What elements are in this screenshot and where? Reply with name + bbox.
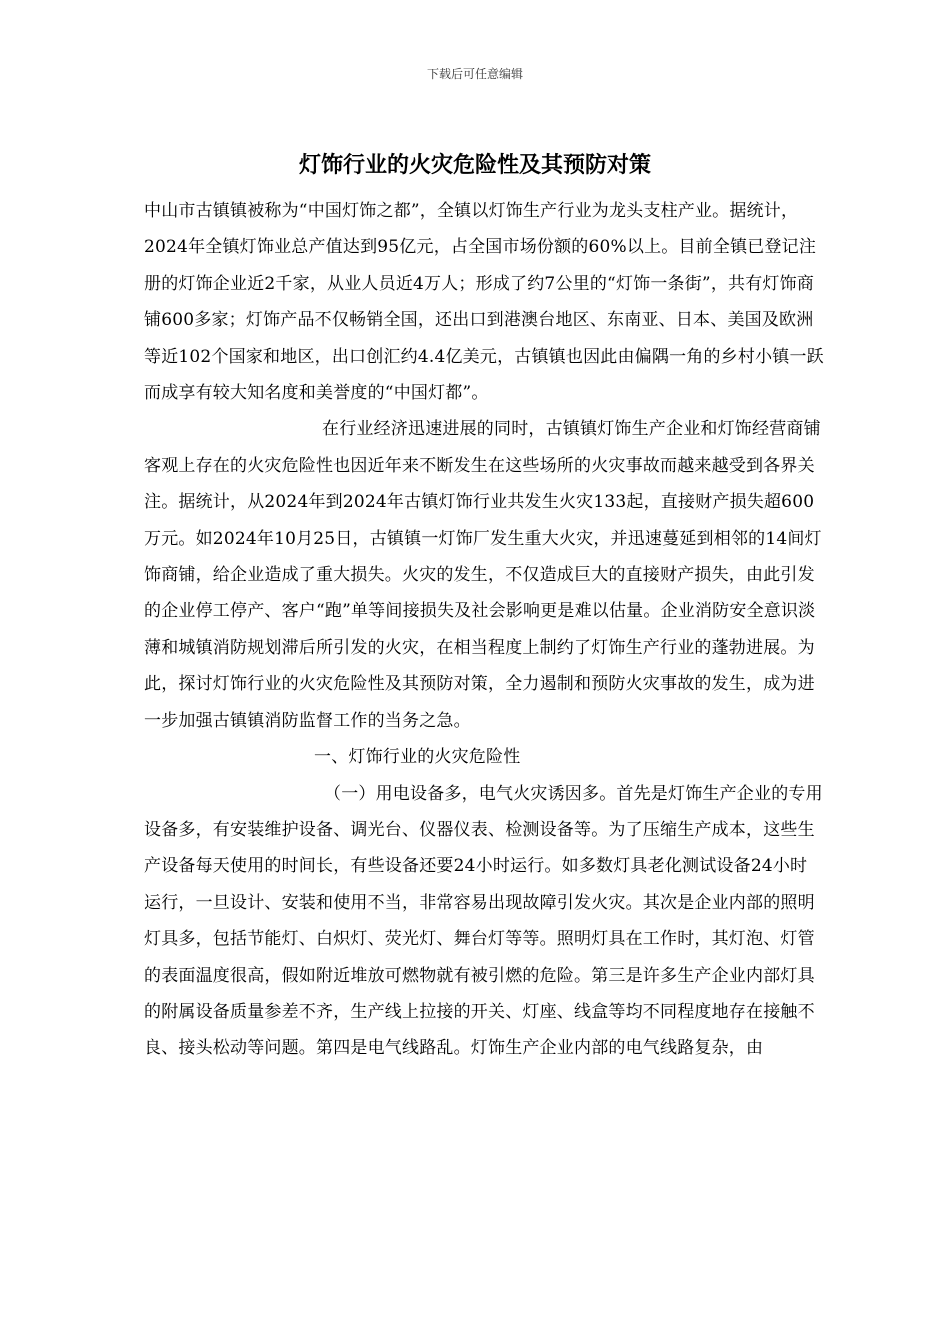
document-body bbox=[144, 193, 824, 1067]
paragraph-intro: 中山市古镇镇被称为“中国灯饰之都”，全镇以灯饰生产行业为龙头支柱产业。据统计，2024年全镇灯饰业总产值达到95亿元，占全国市场份额的60%以上。目前全镇已登记注册的灯饰企业近2千家，从业人员近4万人；形成了约7公里的“灯饰一条街”，共有灯饰商铺600多家；灯饰产品不仅畅销全国，还出口到港澳台地区、东南亚、日本、美国及欧洲等近102个国家和地区，出口创汇约4.4亿美元，古镇镇也因此由偏隅一角的乡村小镇一跃而成享有较大知名度和美誉度的“中国灯都”。 bbox=[144, 201, 824, 404]
paragraph-background: 在行业经济迅速进展的同时，古镇镇灯饰生产企业和灯饰经营商铺客观上存在的火灾危险性也因近年来不断发生在这些场所的火灾事故而越来越受到各界关注。据统计，从2024年到2024年古镇灯饰行业共发生火灾133起，直接财产损失超600万元。如2024年10月25日，古镇镇一灯饰厂发生重大火灾，并迅速蔓延到相邻的14间灯饰商铺，给企业造成了重大损失。火灾的发生，不仅造成巨大的直接财产损失，由此引发的企业停工停产、客户“跑”单等间接损失及社会影响更是难以估量。企业消防安全意识淡薄和城镇消防规划滞后所引发的火灾，在相当程度上制约了灯饰生产行业的蓬勃进展。为此，探讨灯饰行业的火灾危险性及其预防对策，全力遏制和预防火灾事故的发生，成为进一步加强古镇镇消防监督工作的当务之急。 bbox=[144, 419, 822, 731]
paragraph-electrical-hazards: （一）用电设备多，电气火灾诱因多。首先是灯饰生产企业的专用设备多，有安装维护设备、调光台、仪器仪表、检测设备等。为了压缩生产成本，这些生产设备每天使用的时间长，有些设备还要24小时运行。如多数灯具老化测试设备24小时运行，一旦设计、安装和使用不当，非常容易出现故障引发火灾。其次是企业内部的照明灯具多，包括节能灯、白炽灯、荧光灯、舞台灯等等。照明灯具在工作时，其灯泡、灯管的表面温度很高，假如附近堆放可燃物就有被引燃的危险。第三是许多生产企业内部灯具的附属设备质量参差不齐，生产线上拉接的开关、灯座、线盒等均不同程度地存在接触不良、接头松动等问题。第四是电气线路乱。灯饰生产企业内部的电气线路复杂，由 bbox=[144, 783, 823, 1059]
document-title: 灯饰行业的火灾危险性及其预防对策 bbox=[298, 152, 651, 178]
section-heading: 一、灯饰行业的火灾危险性 bbox=[314, 747, 521, 768]
header-note: 下载后可任意编辑 bbox=[426, 67, 523, 81]
